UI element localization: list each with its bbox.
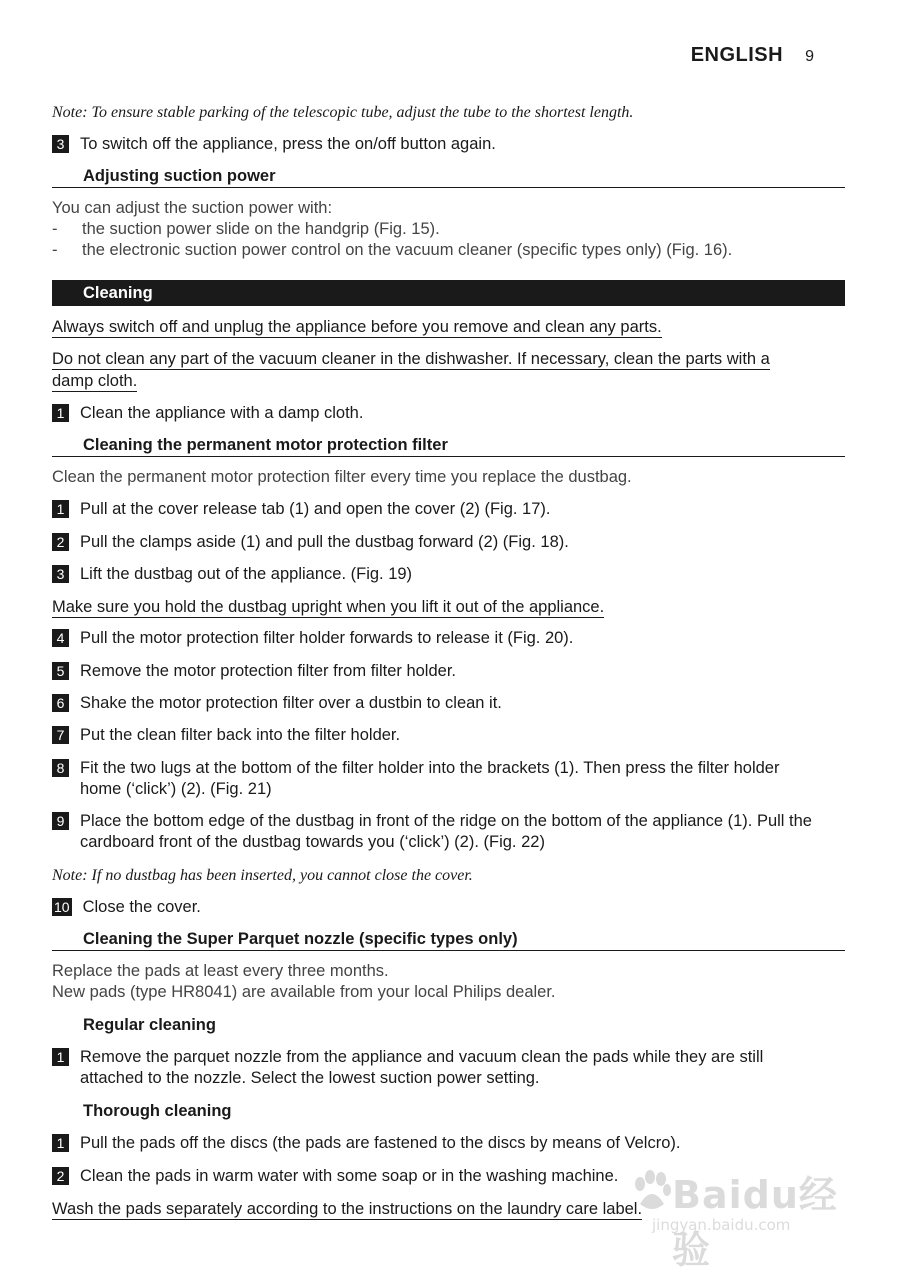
motor-step-5: 5 Remove the motor protection filter from filter holder.: [52, 661, 814, 682]
thorough-step-2: 2 Clean the pads in warm water with some soap or in the washing machine.: [52, 1166, 814, 1187]
cleaning-section-bar: Cleaning: [52, 280, 845, 306]
cleaning-warning-2: Do not clean any part of the vacuum cleaner in the dishwasher. If necessary, clean the parts with a damp cloth.: [52, 350, 770, 390]
parquet-intro-2: New pads (type HR8041) are available from your local Philips dealer.: [52, 983, 556, 1001]
motor-note: Note: If no dustbag has been inserted, you cannot close the cover.: [52, 867, 473, 884]
motor-step-6: 6 Shake the motor protection filter over a dustbin to clean it.: [52, 693, 814, 714]
page-number: 9: [805, 48, 814, 65]
cleaning-step-1: 1 Clean the appliance with a damp cloth.: [52, 403, 814, 424]
motor-step-2: 2 Pull the clamps aside (1) and pull the dustbag forward (2) (Fig. 18).: [52, 532, 814, 553]
baidu-watermark: [632, 1164, 842, 1272]
motor-step-10: 10 Close the cover.: [54, 898, 201, 916]
parquet-warning: Wash the pads separately according to the instructions on the laundry care label.: [52, 1200, 643, 1218]
motor-step-9: 9 Place the bottom edge of the dustbag in front of the ridge on the bottom of the appliance (1). Pull the cardboard front of the dustbag towards you (‘click’) (2). (Fig. 22): [52, 811, 814, 853]
regular-step-1: 1 Remove the parquet nozzle from the appliance and vacuum clean the pads while they are still attached to the nozzle. Select the lowest suction power setting.: [52, 1047, 814, 1089]
cleaning-warning-1: Always switch off and unplug the appliance before you remove and clean any parts.: [52, 318, 662, 336]
step-number: 1: [52, 404, 69, 422]
step-switch-off: 3 To switch off the appliance, press the on/off button again.: [52, 134, 814, 155]
thorough-step-1: 1 Pull the pads off the discs (the pads are fastened to the discs by means of Velcro).: [52, 1133, 814, 1154]
watermark-url: jingyan.baidu.com: [652, 1216, 791, 1234]
motor-filter-heading: Cleaning the permanent motor protection filter: [52, 435, 845, 457]
parquet-heading: Cleaning the Super Parquet nozzle (specific types only): [52, 929, 845, 951]
motor-step-1: 1 Pull at the cover release tab (1) and open the cover (2) (Fig. 17).: [52, 499, 814, 520]
regular-cleaning-heading: Regular cleaning: [83, 1016, 216, 1034]
motor-step-3: 3 Lift the dustbag out of the appliance. (Fig. 19): [52, 564, 814, 585]
page-header: [691, 44, 814, 67]
note-parking: Note: To ensure stable parking of the telescopic tube, adjust the tube to the shortest length.: [52, 104, 634, 121]
parquet-intro-1: Replace the pads at least every three months.: [52, 962, 389, 980]
step-number: 3: [52, 135, 69, 153]
suction-heading: Adjusting suction power: [52, 166, 845, 188]
motor-step-8: 8 Fit the two lugs at the bottom of the filter holder into the brackets (1). Then press the filter holder home (‘click’) (2). (Fig. 21): [52, 758, 814, 800]
suction-intro: You can adjust the suction power with:: [52, 199, 333, 217]
motor-step-7: 7 Put the clean filter back into the filter holder.: [52, 725, 814, 746]
motor-warning: Make sure you hold the dustbag upright when you lift it out of the appliance.: [52, 598, 605, 616]
motor-step-4: 4 Pull the motor protection filter holder forwards to release it (Fig. 20).: [52, 628, 814, 649]
language-label: ENGLISH: [690, 44, 784, 66]
suction-bullet-1: - the suction power slide on the handgrip (Fig. 15).: [52, 220, 440, 238]
suction-bullet-2: - the electronic suction power control on the vacuum cleaner (specific types only) (Fig. 16).: [52, 241, 733, 259]
thorough-cleaning-heading: Thorough cleaning: [83, 1102, 232, 1120]
watermark-logo: Baidu经验: [672, 1173, 838, 1272]
motor-filter-intro: Clean the permanent motor protection filter every time you replace the dustbag.: [52, 468, 632, 486]
paw-icon: [632, 1170, 672, 1214]
